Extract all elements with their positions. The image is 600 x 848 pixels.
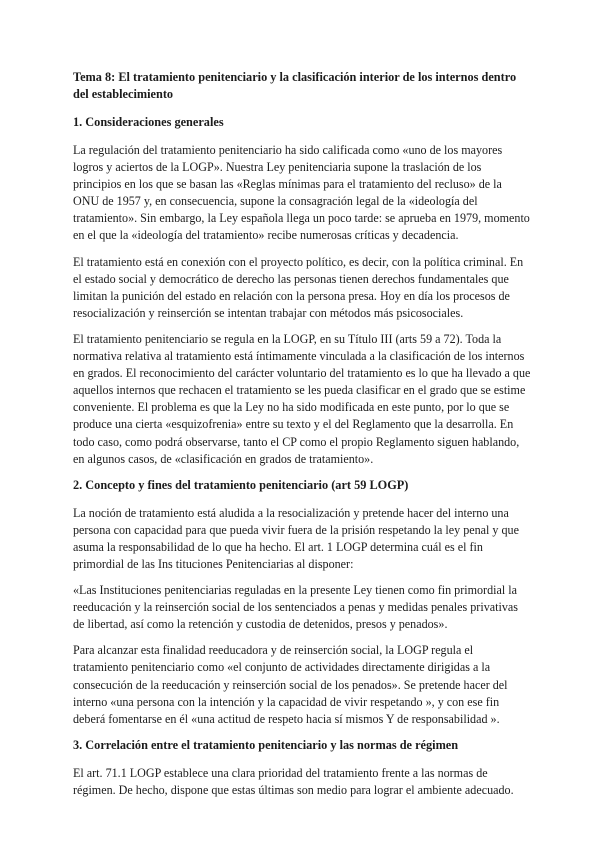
section-heading-1: 1. Consideraciones generales [73, 115, 224, 129]
document-body [73, 69, 531, 808]
quote-paragraph: «Las Instituciones penitenciarias reguladas en la presente Ley tienen como fin primordial la reeducación y la reinserción social de los sentenciados a penas y medidas penales privativas de libertad, así como la retención y custodia de detenidos, presos y penados». [73, 583, 518, 632]
paragraph: La regulación del tratamiento penitenciario ha sido calificada como «uno de los mayores logros y aciertos de la LOGP». Nuestra Ley penitenciaria supone la traslación de los principios en los que se basan las «Reglas mínimas para el tratamiento del recluso» de la ONU de 1957 y, en consecuencia, supone la consagración legal de la «ideología del tratamiento». Sin embargo, la Ley española llega un poco tarde: se aprueba en 1979, momento en el que la «ideología del tratamiento» recibe numerosas críticas y decadencia. [73, 143, 530, 243]
paragraph: La noción de tratamiento está aludida a la resocialización y pretende hacer del interno una persona con capacidad para que pueda vivir fuera de la prisión respetando la ley penal y que asuma la responsabilidad de lo que ha hecho. El art. 1 LOGP determina cuál es el fin primordial de las Ins tituciones Penitenciarias al disponer: [73, 505, 519, 571]
paragraph: El tratamiento está en conexión con el proyecto político, es decir, con la política criminal. En el estado social y democrático de derecho las personas tienen derechos fundamentales que limitan la punición del estado en relación con la persona presa. Hoy en día los procesos de resocialización y reinserción se intentan trabajar con métodos más psicosociales. [73, 254, 524, 320]
section-heading-3: 3. Correlación entre el tratamiento penitenciario y las normas de régimen [73, 737, 459, 752]
paragraph: El art. 71.1 LOGP establece una clara prioridad del tratamiento frente a las normas de régimen. De hecho, dispone que estas últimas son medio para lograr el ambiente adecuado. [73, 765, 514, 797]
paragraph: Para alcanzar esta finalidad reeducadora y de reinserción social, la LOGP regula el tratamiento penitenciario como «el conjunto de actividades directamente dirigidas a la consecución de la reeducación y reinserción social de los penados». Se pretende hacer del interno «una persona con la intención y la capacidad de vivir respetando », y con ese fin deberá fomentarse en él «una actitud de respeto hacia sí mismos Y de responsabilidad ». [73, 643, 508, 726]
section-heading-2: 2. Concepto y fines del tratamiento penitenciario (art 59 LOGP) [73, 477, 409, 492]
document-title: Tema 8: El tratamiento penitenciario y la clasificación interior de los internos dentro del establecimiento [73, 70, 517, 101]
paragraph: El tratamiento penitenciario se regula en la LOGP, en su Título III (arts 59 a 72). Toda la normativa relativa al tratamiento está íntimamente vinculada a la clasificación de los internos en grados. El reconocimiento del carácter voluntario del tratamiento es lo que ha llevado a que aquellos internos que rechacen el tratamiento se les pueda clasificar en el grado que se estime conveniente. El problema es que la Ley no ha sido modificada en este punto, por lo que se produce una cierta «esquizofrenia» entre su texto y el del Reglamento que la desarrolla. En todo caso, como podrá observarse, tanto el CP como el propio Reglamento siguen hablando, en algunos casos, de «clasificación en grados de tratamiento». [73, 331, 531, 466]
